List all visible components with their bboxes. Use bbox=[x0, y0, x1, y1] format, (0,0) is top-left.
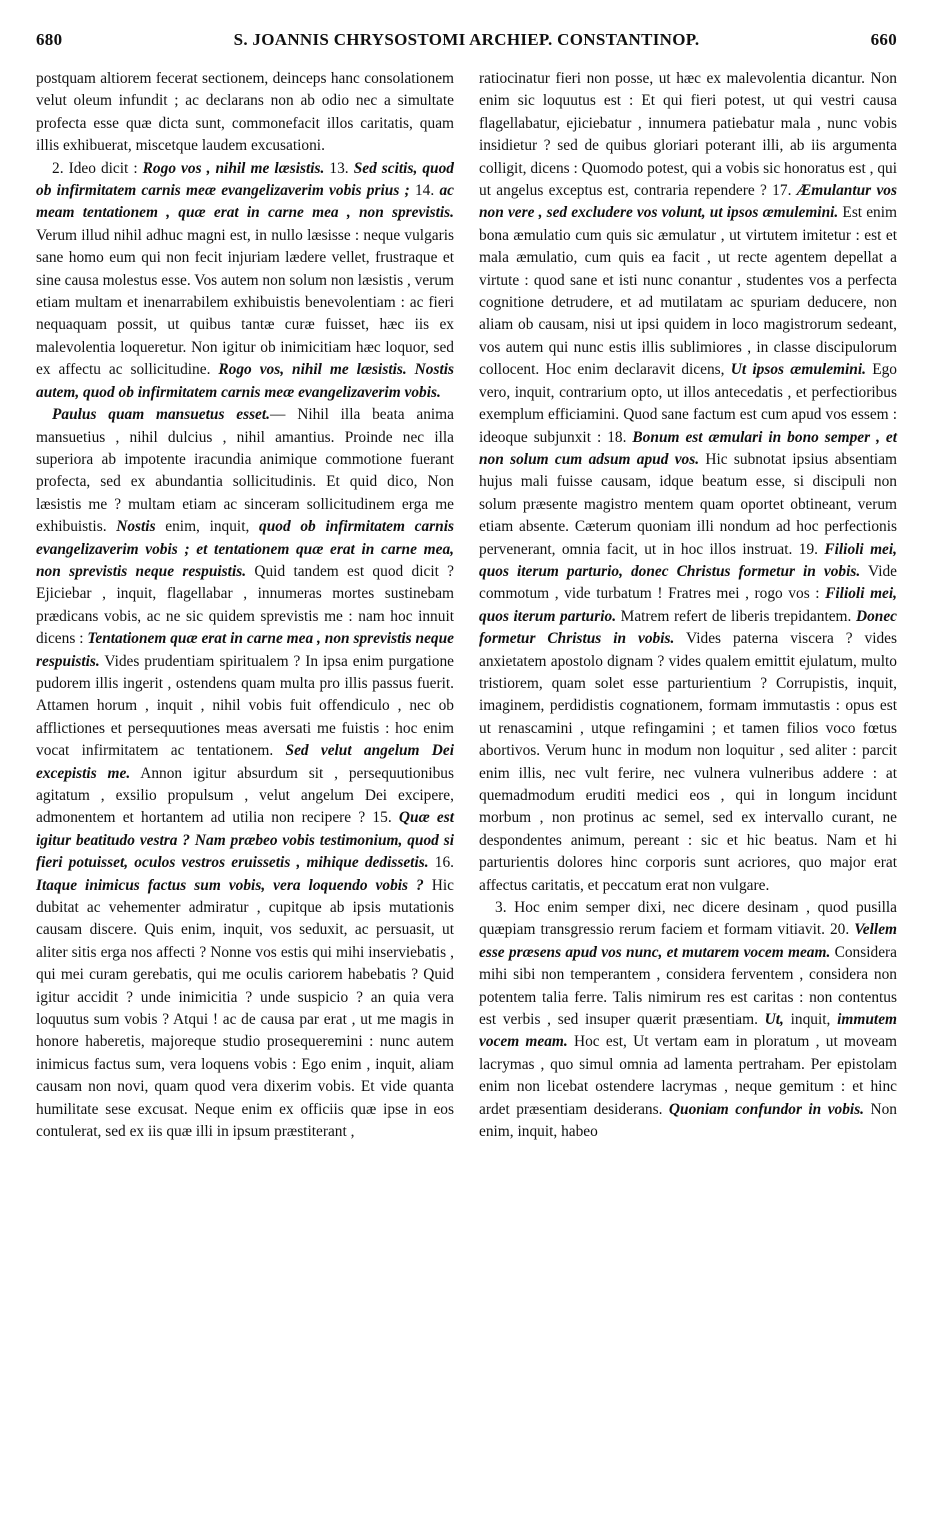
text-run: ratiocinatur fieri non posse, ut hæc ex malevolentia dicantur. Non enim sic loquutus est : Et qui fieri potest, ut qui vestri causa flagellabatur, ejiciebatur , innumera patiebatur mala , nunc vobis insidietur ? sed de quibus gloriari poterant illi, ab iis argumenta colligit, dicens : Quomodo potest, qui a vobis sic honoratus est , qui ut angelus exceptus est, contraria rependere ? 17. bbox=[479, 70, 897, 200]
italic-text-run: Sed velut angelum Dei excepistis me. bbox=[36, 742, 454, 782]
text-columns bbox=[36, 68, 897, 1144]
italic-text-run: Filioli mei, quos iterum parturio. bbox=[479, 585, 897, 625]
paragraph bbox=[36, 404, 454, 1143]
text-run: Ego vero, inquit, contrarium opto, ut illos antecedatis , et perfectioribus exemplum efficiamini. Quod sane factum est cum apud vos essem : ideoque subjunxit : 18. bbox=[479, 361, 898, 446]
italic-text-run: Tentationem quæ erat in carne mea , non sprevistis neque respuistis. bbox=[36, 630, 454, 670]
italic-text-run: Æmulantur vos non vere , sed excludere vos volunt, ut ipsos æmulemini. bbox=[479, 182, 897, 222]
page-number-right: 660 bbox=[870, 30, 897, 49]
italic-text-run: Quoniam confundor in vobis. bbox=[668, 1100, 865, 1118]
italic-text-run: Vellem esse præsens apud vos nunc, et mutarem vocem meam. bbox=[479, 921, 897, 961]
italic-text-run: Ut ipsos æmulemini. bbox=[730, 361, 866, 379]
text-run: Annon igitur absurdum sit , persequutionibus agitatum , exsilio propulsum , velut angelum Dei excipere, admonentem et hortantem ad utilia non recipere ? 15. bbox=[36, 764, 454, 827]
text-run: postquam altiorem fecerat sectionem, deinceps hanc consolationem velut oleum infundit ; ac declarans non ab odio nec a simultate profecta esse quæ dicta sunt, commonefacit illos caritatis, quam illis exhibuerat, miscetque laudem excusationi. bbox=[36, 70, 454, 155]
paragraph bbox=[479, 897, 897, 1143]
italic-text-run: ac meam tentationem , quæ erat in carne mea , non sprevistis. bbox=[36, 182, 454, 222]
text-run: Quid tandem est quod dicit ? Ejiciebar , inquit, flagellabar , innumeras mortes sustinebam prædicans vobis, ac ne sic quidem sprevistis me : nam hoc innuit dicens : bbox=[36, 562, 455, 648]
text-run: — Nihil illa beata anima mansuetius , nihil dulcius , nihil amantius. Proinde nec illa superiora ab impotente iracundia animique commotione fuerant profecta, sed ex abundantia sollicitudinis. Et quid dico, Non læsistis me ? multam etiam ac sinceram sollicitudinem erga me exhibuistis. bbox=[36, 406, 454, 536]
paragraph bbox=[479, 68, 897, 897]
left-column bbox=[36, 68, 454, 1144]
text-run: Considera mihi sibi non temperantem , considera ferventem , considera non potentem talia ferre. Talis nimirum res est caritas : non contentus est verbis , sed insuper quærit præsentiam. bbox=[479, 943, 897, 1029]
text-run: 3. Hoc enim semper dixi, nec dicere desinam , quod pusilla quæpiam transgressio rerum faciem et formam vitiavit. 20. bbox=[479, 899, 897, 939]
text-run: 2. Ideo dicit : bbox=[52, 159, 143, 177]
text-run: Verum illud nihil adhuc magni est, in nullo læsisse : neque vulgaris sane homo eum qui non fecit injuriam lædere vellet, frustraque et sine causa molestus esse. Vos autem non solum non læsistis , verum etiam multam et inenarrabilem exhibuistis benevolentiam : ac fieri nequaquam possit, ut quibus tantæ curæ fuisset, hæc iis ex malevolentia loqueretur. Non igitur ob inimicitiam hæc loquor, sed ex affectu ac sollicitudine. bbox=[36, 226, 454, 379]
italic-text-run: Sed scitis, quod ob infirmitatem carnis meæ evangelizaverim vobis prius ; bbox=[36, 159, 454, 200]
text-run: Hoc est, Ut vertam eam in ploratum , ut moveam lacrymas , quo simul omnia ad lamenta pertraham. Per epistolam enim non licebat ostendere lacrymas , neque gemitum : et hinc ardet præsentiam desiderans. bbox=[479, 1033, 897, 1118]
paragraph bbox=[36, 158, 454, 404]
text-run: Est enim bona æmulatio cum quis sic æmulatur , ut virtutem imitetur : est et mala æmulatio, cum quis ea facit , ut recte agentem depellat a virtute : quod sane et isti nunc conantur , studentes vos a perfecta cognitione detrudere, et ad mutilatam ac spuriam deducere, non aliam ob causam, nisi ut ipsi quidem in loco magistrorum sedeant, vos autem qui nunc estis illis sublimiores , in classe discipulorum collocent. Hoc enim declaravit dicens, bbox=[479, 204, 898, 379]
paragraph bbox=[36, 68, 454, 158]
italic-text-run: Ut, bbox=[764, 1011, 784, 1029]
italic-text-run: Donec formetur Christus in vobis. bbox=[479, 607, 898, 648]
right-column bbox=[479, 68, 897, 1144]
text-run: Vides prudentiam spiritualem ? In ipsa enim purgatione pudorem illis ingerit , ostendens quam multa pro illis passus fuerit. Attamen horum , inquit , nihil vobis fuit offendiculo , nec ob afflictiones et persequutiones meas aversati me fuistis : hoc enim vocat infirmitatem ac tentationem. bbox=[36, 652, 454, 760]
italic-text-run: immutem vocem meam. bbox=[479, 1011, 897, 1051]
text-run: Vide commotum , vide turbatum ! Fratres mei , rogo vos : bbox=[479, 562, 897, 603]
italic-text-run: Nostis bbox=[116, 518, 156, 536]
text-run: Vides paterna viscera ? vides anxietatem apostolo dignam ? vides qualem emittit ejulatum, multo tristiorem, quam solet esse parturientium ? Corrupistis, inquit, imaginem, perdidistis cognationem, formam immutastis : opus est ut renascamini , utque refingamini ; et tamen filios voco fœtus abortivos. Verum hunc in modum non loquitur , sed aliter : parcit enim illis, nec vult ferire, nec vulnera vulneribus addere : at quemadmodum eruditi medici eos , qui in longum incidunt morbum , non protinus ac semel, sed ex intervallo curant, ne despondentes animum, pereant : sic et hic beatus. Nam et hi parturientis dolores hinc corporis sunt acriores, quo major erat affectus caritatis, et peccatum erat non vulgare. bbox=[479, 630, 898, 894]
text-run: Hic subnotat ipsius absentiam hujus mali fuisse causam, idque beatum esse, si discipuli non solum præsente magistro mentem quam oportet obtineant, verum etiam absente. Cæterum quoniam illi nondum ad hoc perfectionis pervenerant, omnia facit, ut in hoc illos instruat. 19. bbox=[479, 450, 897, 558]
text-run: 13. bbox=[324, 159, 354, 177]
text-run: Non enim, inquit, habeo bbox=[479, 1100, 897, 1141]
italic-text-run: Filioli mei, quos iterum parturio, donec Christus formetur in vobis. bbox=[479, 540, 897, 580]
text-run: 16. bbox=[428, 854, 454, 872]
italic-text-run: Itaque inimicus factus sum vobis, vera loquendo vobis ? bbox=[36, 876, 424, 894]
italic-text-run: Rogo vos , nihil me læsistis. bbox=[142, 159, 325, 177]
text-run: enim, inquit, bbox=[155, 518, 260, 536]
italic-text-run: quod ob infirmitatem carnis evangelizaverim vobis ; et tentationem quæ erat in carne mea, non sprevistis neque respuistis. bbox=[36, 518, 454, 580]
italic-text-run: Paulus quam mansuetus esset. bbox=[52, 406, 271, 424]
italic-text-run: Quæ est igitur beatitudo vestra ? Nam præbeo vobis testimonium, quod si fieri potuisset, oculos vestros eruissetis , mihique dedissetis. bbox=[36, 809, 455, 872]
page-number-left: 680 bbox=[36, 30, 63, 49]
text-run: Matrem refert de liberis trepidantem. bbox=[616, 607, 856, 625]
running-header bbox=[36, 30, 897, 62]
italic-text-run: Rogo vos, nihil me læsistis. Nostis autem, quod ob infirmitatem carnis meæ evangelizaverim vobis. bbox=[36, 361, 454, 401]
italic-text-run: Bonum est æmulari in bono semper , et non solum cum adsum apud vos. bbox=[479, 428, 897, 468]
text-run: Hic dubitat ac vehementer admiratur , cupitque ab ipsis mutationis causam discere. Quis enim, inquit, vos seduxit, ac persuasit, ut aliter sitis erga nos affecti ? Nonne vos estis qui mihi inserviebatis , qui mei curam gerebatis, qui me oculis cariorem habebatis ? Quid igitur accidit ? unde inimicitia ? unde suspicio ? an quia vera loquutus sum vobis ? Atqui ! ac de causa par erat , ut me magis in honore haberetis, majoreque studio prosequeremini : nunc autem inimicus factus sum, vera loquens vobis : Ego enim , inquit, aliam causam non novi, quam quod vera dixerim vobis. Et vide quanta humilitate sese excusat. Neque enim ex officiis quæ ipse in eos contulerat, sed ex iis quæ illi in ipsum præstiterant , bbox=[36, 876, 455, 1141]
running-title: S. JOANNIS CHRYSOSTOMI ARCHIEP. CONSTANTINOP. bbox=[233, 30, 700, 49]
text-run: inquit, bbox=[783, 1011, 838, 1029]
text-run: 14. bbox=[409, 182, 440, 200]
